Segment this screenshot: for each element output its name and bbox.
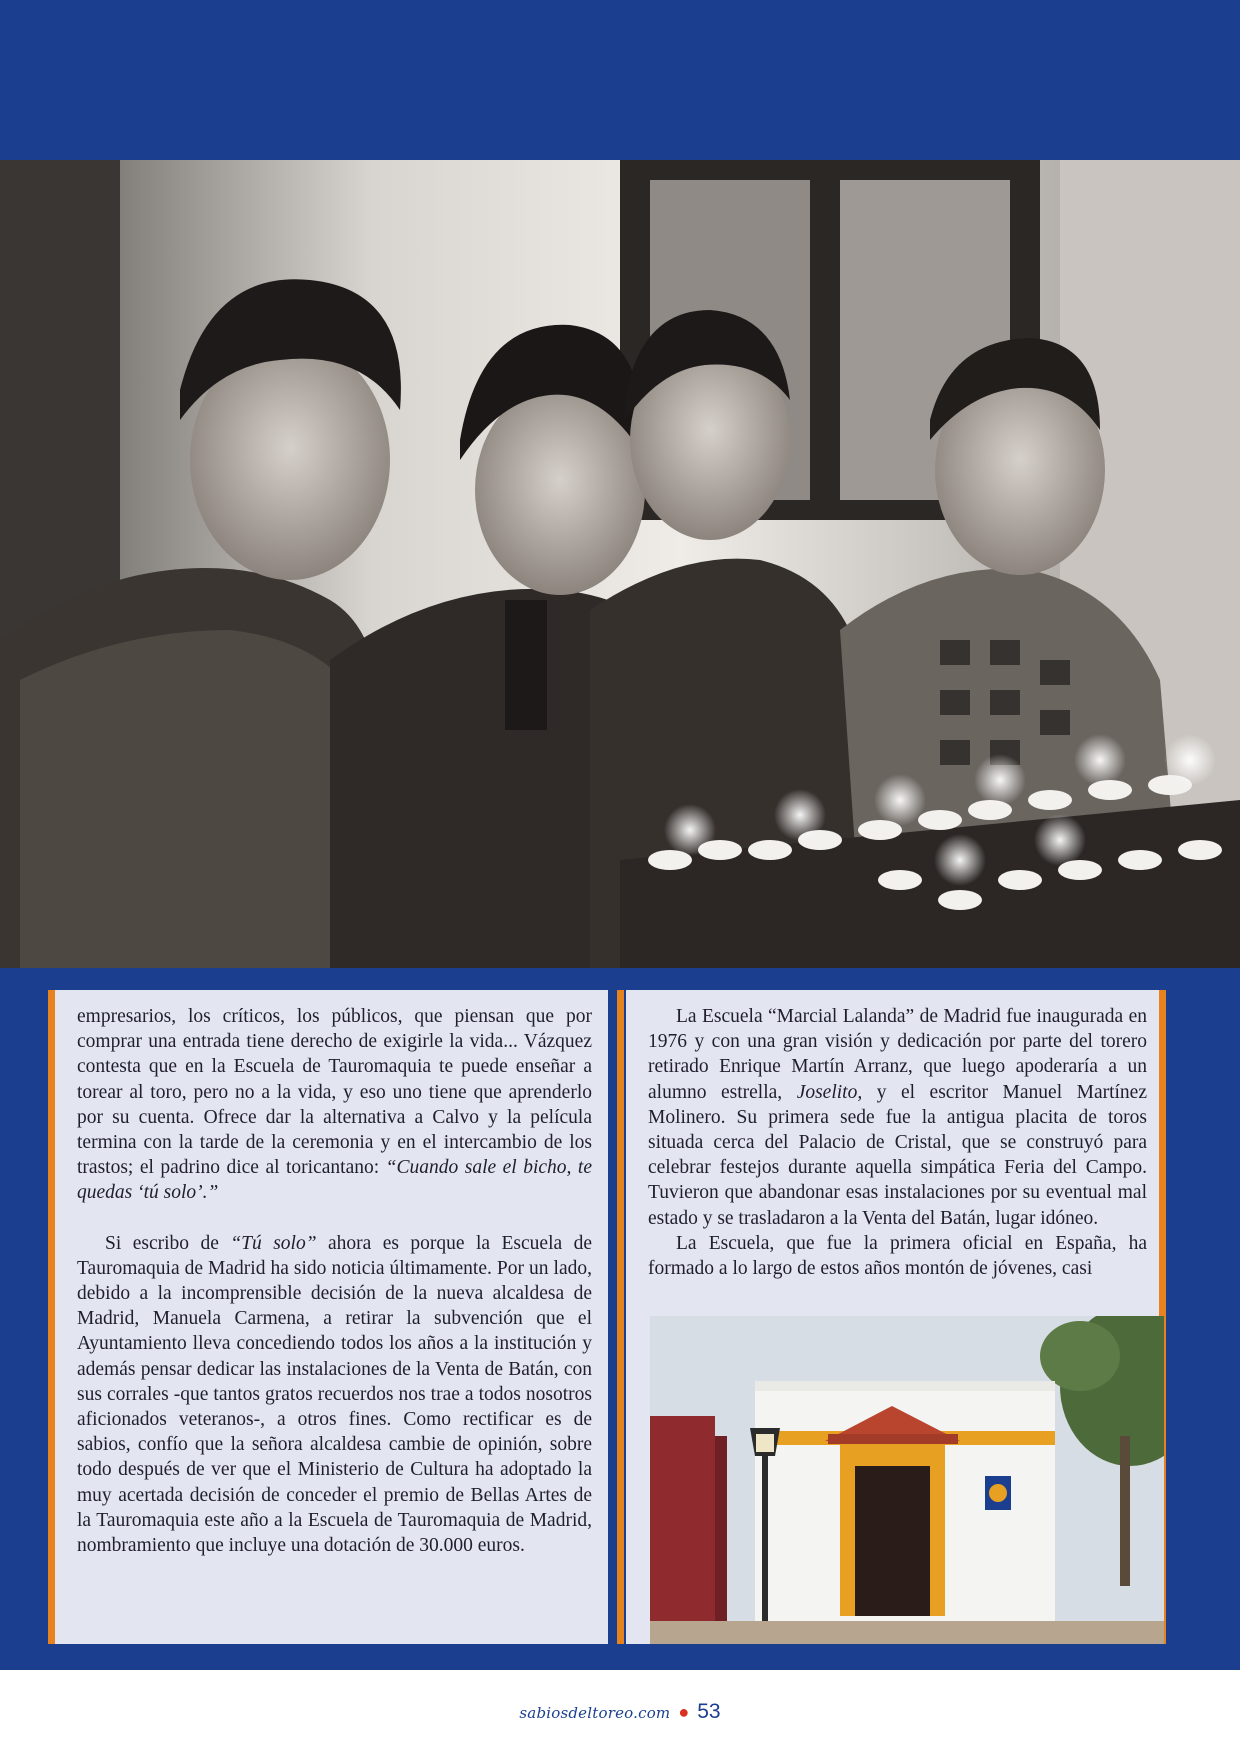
footer-bullet-icon: ●	[678, 1702, 690, 1722]
right-p1-text-start: La Escuela “Marcial Lalanda” de Madrid fue inaugurada en 1976 y con una gran visión y dedicación por parte del torero retirado Enrique Martín Arranz, que luego apoderaría a un alumno estrella,	[648, 1006, 1147, 1103]
left-paragraph-1	[77, 1004, 592, 1206]
left-p2-text-start: Si escribo de	[105, 1232, 231, 1254]
bullfighters-candles-illustration	[0, 160, 1240, 968]
page-number: 53	[697, 1700, 721, 1723]
school-building-illustration	[650, 1316, 1164, 1644]
footer-site-name: sabiosdeltoreo.com	[519, 1704, 671, 1722]
left-column-right-accent	[617, 990, 624, 1644]
left-p1-quote: “Cuando sale el bicho, te quedas ‘tú solo’.”	[77, 1157, 592, 1204]
left-paragraph-2	[77, 1231, 592, 1559]
school-building-photo	[650, 1316, 1164, 1644]
right-p1-text-rest: y el escritor Manuel Martínez Molinero. Su primera sede fue la antigua placita de toros situada cerca del Palacio de Cristal, que se construyó para celebrar festejos durante aquella simpática Feria del Campo. Tuvieron que abandonar esas instalaciones por su eventual mal estado y se trasladaron a la Venta del Batán, lugar idóneo.	[648, 1081, 1147, 1229]
left-p1-text: empresarios, los críticos, los públicos, que piensan que por comprar una entrada tiene derecho de exigirle la vida... Vázquez contesta que en la Escuela de Tauromaquia te puede enseñar a torear al toro, pero no a la vida, y eso uno tiene que aprenderlo por su cuenta. Ofrece dar la alternativa a Calvo y la película termina con la tarde de la ceremonia y en el intercambio de los trastos; el padrino dice al toricantano:	[77, 1006, 592, 1179]
right-paragraph-2: La Escuela, que fue la primera oficial en España, ha formado a lo largo de estos años montón de jóvenes, casi	[648, 1232, 1147, 1280]
left-p2-film-title: “Tú solo”	[230, 1232, 317, 1254]
page-footer	[0, 1700, 1240, 1740]
left-text-column	[48, 990, 608, 1644]
right-paragraph-1	[648, 1004, 1147, 1231]
right-p1-name: Joselito,	[796, 1081, 863, 1103]
bullfighters-candles-photo	[0, 160, 1240, 968]
left-p2-text-rest: ahora es porque la Escuela de Tauromaquia de Madrid ha sido noticia últimamente. Por un lado, debido a la incomprensible decisión de la nueva alcaldesa de Madrid, Manuela Carmena, a retirar la subvención que el Ayuntamiento lleva concediendo todos los años a la institución y además pensar dedicar las instalaciones de la Venta de Batán, con sus corrales -que tantos gratos recuerdos nos trae a todos nosotros aficionados veteranos-, a otros fines. Como rectificar es de sabios, confío que la señora alcaldesa cambie de opinión, sobre todo después de ver que el Ministerio de Cultura ha adoptado la muy acertada decisión de conceder el premio de Bellas Artes de la Tauromaquia este año a la Escuela de Tauromaquia de Madrid, nombramiento que incluye una dotación de 30.000 euros.	[77, 1232, 592, 1557]
